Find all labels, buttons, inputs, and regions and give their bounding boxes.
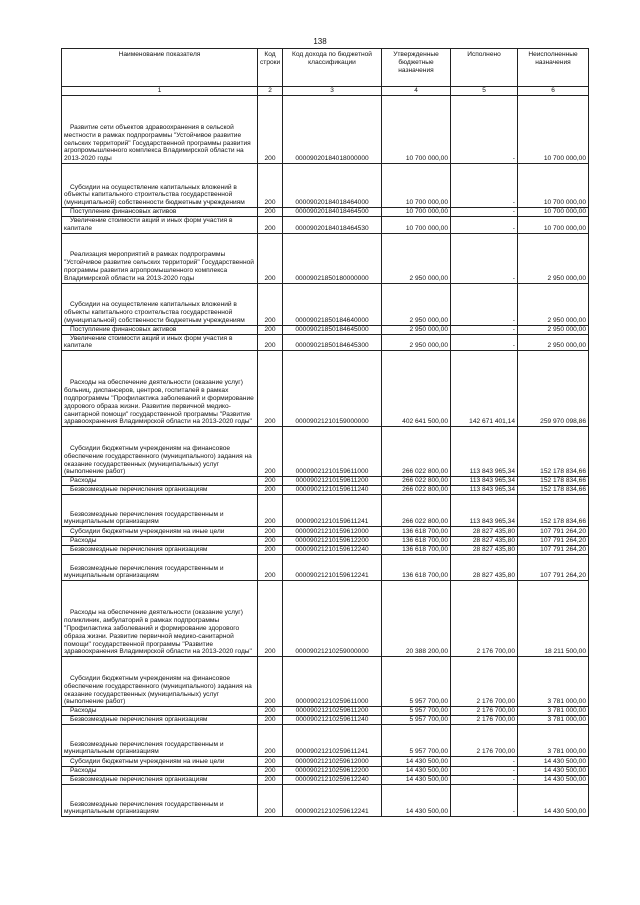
row-line-code: 200 — [258, 657, 283, 707]
row-executed-amount: 2 176 700,00 — [451, 725, 518, 757]
row-executed-amount: 2 176 700,00 — [451, 657, 518, 707]
row-unexecuted-amount: 2 950 000,00 — [518, 334, 589, 351]
table-row — [62, 555, 589, 581]
row-line-code: 200 — [258, 537, 283, 546]
row-name: Субсидии бюджетным учреждениям на финансовое обеспечение государственного (муниципального) задания на оказание государственных (муниципальных) услуг (выполнение работ) — [62, 657, 258, 707]
row-classification-code: 00009021210259612200 — [283, 767, 382, 776]
row-approved-amount: 14 430 500,00 — [382, 757, 451, 767]
row-line-code: 200 — [258, 233, 283, 283]
row-classification-code: 00009021210259612241 — [283, 785, 382, 817]
row-classification-code: 00009021210159612241 — [283, 555, 382, 581]
row-name: Субсидии бюджетным учреждениям на иные цели — [62, 757, 258, 767]
row-unexecuted-amount: 107 791 264,20 — [518, 546, 589, 555]
row-approved-amount: 266 022 800,00 — [382, 477, 451, 486]
row-unexecuted-amount: 2 950 000,00 — [518, 283, 589, 325]
row-line-code: 200 — [258, 208, 283, 217]
row-executed-amount: 142 671 401,14 — [451, 351, 518, 427]
row-approved-amount: 2 950 000,00 — [382, 233, 451, 283]
row-approved-amount: 10 700 000,00 — [382, 217, 451, 234]
row-unexecuted-amount: 14 430 500,00 — [518, 767, 589, 776]
row-line-code: 200 — [258, 546, 283, 555]
row-unexecuted-amount: 10 700 000,00 — [518, 208, 589, 217]
row-line-code: 200 — [258, 217, 283, 234]
row-executed-amount: - — [451, 217, 518, 234]
header-unexecuted: Неисполненные назначения — [518, 49, 589, 87]
row-executed-amount: 113 843 965,34 — [451, 427, 518, 477]
row-approved-amount: 402 641 500,00 — [382, 351, 451, 427]
row-name: Субсидии на осуществление капитальных вложений в объекты капитального строительства государственной (муниципальной) собственности бюджетным учреждениям — [62, 164, 258, 208]
row-name: Безвозмездные перечисления государственным и муниципальным организациям — [62, 495, 258, 527]
table-row — [62, 217, 589, 234]
row-line-code: 200 — [258, 283, 283, 325]
row-unexecuted-amount: 10 700 000,00 — [518, 96, 589, 164]
row-classification-code: 00009021210159612200 — [283, 537, 382, 546]
row-classification-code: 00009020184018000000 — [283, 96, 382, 164]
row-line-code: 200 — [258, 707, 283, 716]
column-number: 3 — [283, 87, 382, 96]
table-row — [62, 283, 589, 325]
header-classification: Код дохода по бюджетной классификации — [283, 49, 382, 87]
row-line-code: 200 — [258, 767, 283, 776]
row-unexecuted-amount: 152 178 834,66 — [518, 427, 589, 477]
row-line-code: 200 — [258, 427, 283, 477]
row-unexecuted-amount: 3 781 000,00 — [518, 657, 589, 707]
row-name: Расходы — [62, 477, 258, 486]
table-row — [62, 537, 589, 546]
row-unexecuted-amount: 107 791 264,20 — [518, 555, 589, 581]
row-executed-amount: - — [451, 325, 518, 334]
row-line-code: 200 — [258, 725, 283, 757]
table-row — [62, 334, 589, 351]
row-executed-amount: - — [451, 785, 518, 817]
row-executed-amount: 113 843 965,34 — [451, 477, 518, 486]
row-executed-amount: - — [451, 283, 518, 325]
table-row — [62, 767, 589, 776]
row-classification-code: 00009021210159000000 — [283, 351, 382, 427]
row-name: Безвозмездные перечисления государственным и муниципальным организациям — [62, 785, 258, 817]
row-unexecuted-amount: 107 791 264,20 — [518, 537, 589, 546]
row-executed-amount: - — [451, 334, 518, 351]
header-name: Наименование показателя — [62, 49, 258, 87]
row-executed-amount: - — [451, 776, 518, 785]
row-executed-amount: - — [451, 233, 518, 283]
row-executed-amount: 28 827 435,80 — [451, 537, 518, 546]
row-approved-amount: 10 700 000,00 — [382, 164, 451, 208]
row-line-code: 200 — [258, 334, 283, 351]
row-line-code: 200 — [258, 477, 283, 486]
table-body — [62, 96, 589, 817]
row-name: Безвозмездные перечисления государственным и муниципальным организациям — [62, 725, 258, 757]
row-executed-amount: 113 843 965,34 — [451, 486, 518, 495]
row-approved-amount: 136 618 700,00 — [382, 555, 451, 581]
row-line-code: 200 — [258, 581, 283, 657]
row-classification-code: 00009020184018464500 — [283, 208, 382, 217]
header-approved: Утвержденные бюджетные назначения — [382, 49, 451, 87]
row-approved-amount: 2 950 000,00 — [382, 283, 451, 325]
row-classification-code: 00009021210259000000 — [283, 581, 382, 657]
column-number: 1 — [62, 87, 258, 96]
row-unexecuted-amount: 152 178 834,66 — [518, 486, 589, 495]
row-unexecuted-amount: 14 430 500,00 — [518, 785, 589, 817]
row-approved-amount: 14 430 500,00 — [382, 767, 451, 776]
table-row — [62, 716, 589, 725]
row-classification-code: 00009021210259611241 — [283, 725, 382, 757]
table-row — [62, 208, 589, 217]
row-name: Расходы на обеспечение деятельности (оказание услуг) больниц, диспансеров, центров, госпиталей в рамках подпрограммы "Профилактика заболеваний и формирование здорового образа жизни. Развитие первичной медико-санитарной помощи" государственной программы "Развитие здравоохранения Владимирской области на 2013-2020 годы" — [62, 351, 258, 427]
row-line-code: 200 — [258, 776, 283, 785]
column-number: 4 — [382, 87, 451, 96]
row-approved-amount: 136 618 700,00 — [382, 527, 451, 537]
row-classification-code: 00009021210259611240 — [283, 716, 382, 725]
row-approved-amount: 5 957 700,00 — [382, 657, 451, 707]
row-approved-amount: 10 700 000,00 — [382, 96, 451, 164]
table-row — [62, 707, 589, 716]
row-unexecuted-amount: 152 178 834,66 — [518, 495, 589, 527]
row-unexecuted-amount: 18 211 500,00 — [518, 581, 589, 657]
row-executed-amount: 2 176 700,00 — [451, 581, 518, 657]
table-row — [62, 233, 589, 283]
row-executed-amount: - — [451, 208, 518, 217]
column-number: 5 — [451, 87, 518, 96]
row-classification-code: 00009021850184640000 — [283, 283, 382, 325]
page-number: 138 — [313, 37, 327, 46]
table-row — [62, 495, 589, 527]
row-name: Развитие сети объектов здравоохранения в сельской местности в рамках подпрограммы "Устойчивое развитие сельских территорий" Государственной программы развития агропромышленного комплекса Владимирской области на 2013-2020 годы — [62, 96, 258, 164]
column-number: 6 — [518, 87, 589, 96]
row-approved-amount: 266 022 800,00 — [382, 486, 451, 495]
budget-execution-table — [61, 48, 589, 817]
row-line-code: 200 — [258, 527, 283, 537]
column-number: 2 — [258, 87, 283, 96]
row-name: Безвозмездные перечисления организациям — [62, 546, 258, 555]
row-executed-amount: - — [451, 96, 518, 164]
row-approved-amount: 266 022 800,00 — [382, 495, 451, 527]
table-row — [62, 477, 589, 486]
table-row — [62, 351, 589, 427]
row-name: Расходы — [62, 537, 258, 546]
row-name: Расходы — [62, 767, 258, 776]
row-classification-code: 00009021210259612000 — [283, 757, 382, 767]
row-approved-amount: 14 430 500,00 — [382, 776, 451, 785]
row-unexecuted-amount: 14 430 500,00 — [518, 776, 589, 785]
row-line-code: 200 — [258, 785, 283, 817]
row-classification-code: 00009021210159611240 — [283, 486, 382, 495]
table-row — [62, 581, 589, 657]
row-approved-amount: 2 950 000,00 — [382, 325, 451, 334]
row-unexecuted-amount: 259 970 098,86 — [518, 351, 589, 427]
row-classification-code: 00009021210159612240 — [283, 546, 382, 555]
row-executed-amount: 28 827 435,80 — [451, 555, 518, 581]
row-unexecuted-amount: 107 791 264,20 — [518, 527, 589, 537]
row-name: Субсидии бюджетным учреждениям на финансовое обеспечение государственного (муниципального) задания на оказание государственных (муниципальных) услуг (выполнение работ) — [62, 427, 258, 477]
row-line-code: 200 — [258, 325, 283, 334]
row-name: Безвозмездные перечисления организациям — [62, 716, 258, 725]
table-row — [62, 96, 589, 164]
row-approved-amount: 5 957 700,00 — [382, 725, 451, 757]
row-unexecuted-amount: 2 950 000,00 — [518, 233, 589, 283]
row-name: Безвозмездные перечисления организациям — [62, 486, 258, 495]
row-approved-amount: 20 388 200,00 — [382, 581, 451, 657]
row-classification-code: 00009020184018464530 — [283, 217, 382, 234]
row-classification-code: 00009021210159612000 — [283, 527, 382, 537]
row-executed-amount: 2 176 700,00 — [451, 707, 518, 716]
row-line-code: 200 — [258, 96, 283, 164]
row-executed-amount: 113 843 965,34 — [451, 495, 518, 527]
row-name: Поступление финансовых активов — [62, 208, 258, 217]
header-executed: Исполнено — [451, 49, 518, 87]
row-name: Субсидии бюджетным учреждениям на иные цели — [62, 527, 258, 537]
row-executed-amount: 2 176 700,00 — [451, 716, 518, 725]
row-unexecuted-amount: 3 781 000,00 — [518, 716, 589, 725]
row-approved-amount: 136 618 700,00 — [382, 537, 451, 546]
row-unexecuted-amount: 2 950 000,00 — [518, 325, 589, 334]
row-approved-amount: 266 022 800,00 — [382, 427, 451, 477]
row-name: Увеличение стоимости акций и иных форм участия в капитале — [62, 334, 258, 351]
row-line-code: 200 — [258, 716, 283, 725]
table-row — [62, 785, 589, 817]
table-row — [62, 546, 589, 555]
header-code: Код строки — [258, 49, 283, 87]
row-name: Увеличение стоимости акций и иных форм участия в капитале — [62, 217, 258, 234]
table-row — [62, 325, 589, 334]
row-unexecuted-amount: 10 700 000,00 — [518, 217, 589, 234]
row-unexecuted-amount: 3 781 000,00 — [518, 707, 589, 716]
table-row — [62, 725, 589, 757]
row-unexecuted-amount: 14 430 500,00 — [518, 757, 589, 767]
row-approved-amount: 5 957 700,00 — [382, 716, 451, 725]
row-executed-amount: 28 827 435,80 — [451, 527, 518, 537]
row-unexecuted-amount: 3 781 000,00 — [518, 725, 589, 757]
row-name: Безвозмездные перечисления организациям — [62, 776, 258, 785]
row-line-code: 200 — [258, 164, 283, 208]
table-row — [62, 527, 589, 537]
row-classification-code: 00009021210259611000 — [283, 657, 382, 707]
row-approved-amount: 136 618 700,00 — [382, 546, 451, 555]
row-line-code: 200 — [258, 351, 283, 427]
table-row — [62, 776, 589, 785]
row-executed-amount: - — [451, 757, 518, 767]
row-approved-amount: 2 950 000,00 — [382, 334, 451, 351]
row-classification-code: 00009020184018464000 — [283, 164, 382, 208]
row-name: Субсидии на осуществление капитальных вложений в объекты капитального строительства государственной (муниципальной) собственности бюджетным учреждениям — [62, 283, 258, 325]
row-classification-code: 00009021210159611241 — [283, 495, 382, 527]
column-number-row — [62, 87, 589, 96]
row-name: Поступление финансовых активов — [62, 325, 258, 334]
row-name: Расходы на обеспечение деятельности (оказание услуг) поликлиник, амбулаторий в рамках подпрограммы "Профилактика заболеваний и формирование здорового образа жизни. Развитие первичной медико-санитарной помощи" государственной программы "Развитие здравоохранения Владимирской области на 2013-2020 годы" — [62, 581, 258, 657]
row-classification-code: 00009021210159611200 — [283, 477, 382, 486]
row-classification-code: 00009021850180000000 — [283, 233, 382, 283]
row-name: Расходы — [62, 707, 258, 716]
table-header-row — [62, 49, 589, 87]
row-approved-amount: 14 430 500,00 — [382, 785, 451, 817]
row-approved-amount: 5 957 700,00 — [382, 707, 451, 716]
table-row — [62, 164, 589, 208]
row-line-code: 200 — [258, 757, 283, 767]
row-classification-code: 00009021850184645300 — [283, 334, 382, 351]
row-name: Безвозмездные перечисления государственным и муниципальным организациям — [62, 555, 258, 581]
row-executed-amount: 28 827 435,80 — [451, 546, 518, 555]
row-unexecuted-amount: 10 700 000,00 — [518, 164, 589, 208]
row-executed-amount: - — [451, 164, 518, 208]
row-classification-code: 00009021210259612240 — [283, 776, 382, 785]
row-classification-code: 00009021210159611000 — [283, 427, 382, 477]
row-approved-amount: 10 700 000,00 — [382, 208, 451, 217]
table-row — [62, 486, 589, 495]
row-classification-code: 00009021210259611200 — [283, 707, 382, 716]
table-row — [62, 427, 589, 477]
row-executed-amount: - — [451, 767, 518, 776]
row-name: Реализация мероприятий в рамках подпрограммы "Устойчивое развитие сельских территорий" Государственной программы развития агропромышленного комплекса Владимирской области на 2013-2020 годы — [62, 233, 258, 283]
table-row — [62, 657, 589, 707]
row-unexecuted-amount: 152 178 834,66 — [518, 477, 589, 486]
table-row — [62, 757, 589, 767]
row-line-code: 200 — [258, 486, 283, 495]
row-line-code: 200 — [258, 495, 283, 527]
row-classification-code: 00009021850184645000 — [283, 325, 382, 334]
row-line-code: 200 — [258, 555, 283, 581]
